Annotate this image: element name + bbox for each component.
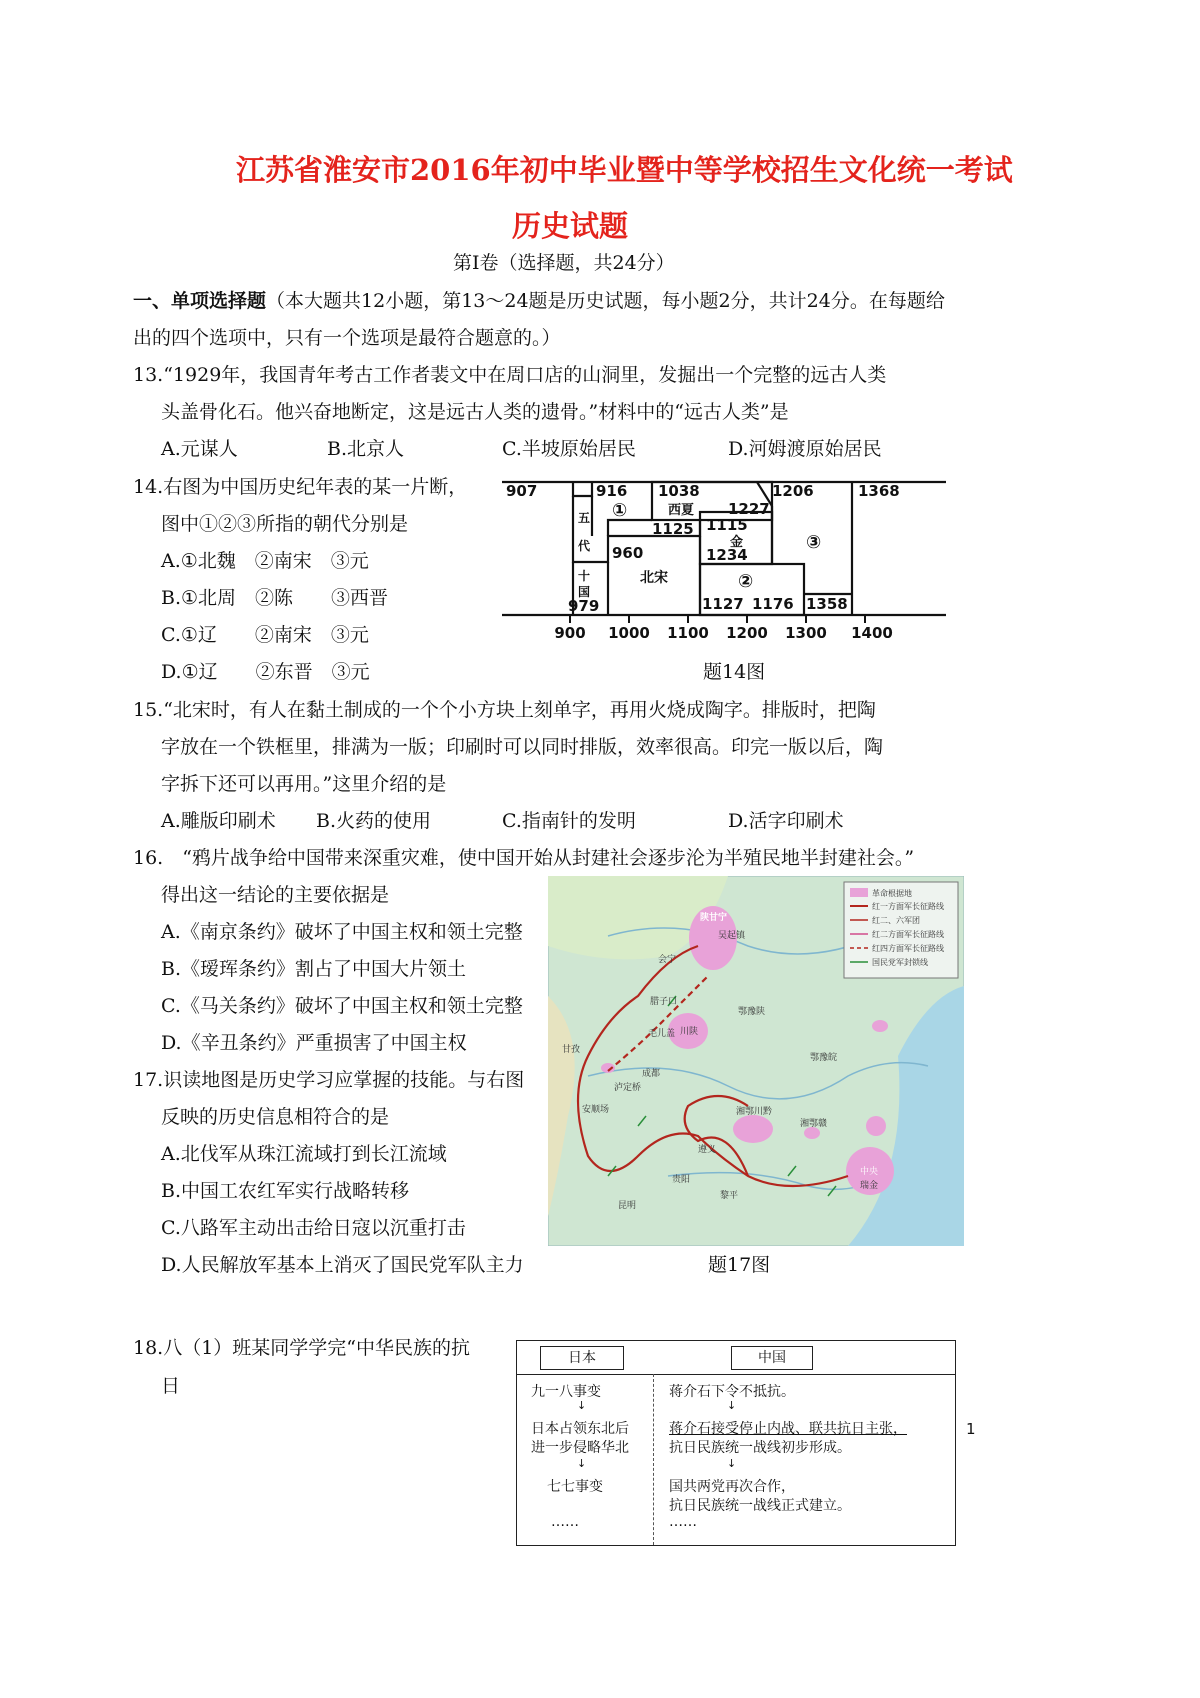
axis-1000: 1000 [608,624,650,642]
label-ganzi: 甘孜 [562,1045,581,1055]
label-shaanganning: 陕甘宁 [700,913,728,923]
flow-china-arrow2: ↓ [727,1457,737,1470]
timeline-xixia: 西夏 [668,503,695,518]
label-liping: 黎平 [720,1191,739,1201]
label-ludingqiao: 泸定桥 [614,1083,642,1093]
q15-option-d: D.活字印刷术 [728,810,844,832]
flow-china-5: 抗日民族统一战线正式建立。 [669,1498,851,1514]
timeline-1125: 1125 [652,520,694,538]
timeline-1358: 1358 [806,595,848,613]
q15-option-c: C.指南针的发明 [502,810,636,832]
flow-china-4: 国共两党再次合作， [669,1479,795,1495]
flow-japan-ellipsis: …… [551,1514,579,1530]
timeline-1176: 1176 [752,595,794,613]
section-intro-line2: 出的四个选项中，只有一个选项是最符合题意的。） [133,327,561,349]
legend-route2: 红二、六军团 [872,916,920,925]
q13-option-a: A.元谋人 [161,438,238,460]
q16-option-b: B.《瑷珲条约》割占了中国大片领土 [161,958,467,980]
label-zunyi: 遵义 [698,1145,717,1155]
q16-option-d: D.《辛丑条约》严重损害了中国主权 [161,1032,467,1054]
q13-option-d: D.河姆渡原始居民 [728,438,882,460]
timeline-907: 907 [506,482,538,500]
timeline-1115: 1115 [706,516,748,534]
flow-center-line [653,1374,654,1545]
exam-title: 江苏省淮安市2016年初中毕业暨中等学校招生文化统一考试 [236,153,1013,187]
timeline-979: 979 [568,597,600,615]
page-number: 1 [966,1420,976,1438]
q16-option-a: A.《南京条约》破坏了中国主权和领土完整 [161,921,523,943]
label-eyushan: 鄂豫陕 [738,1007,766,1017]
q15-stem-line3: 字拆下还可以再用。”这里介绍的是 [161,773,447,795]
label-ruijin: 瑞金 [860,1181,879,1191]
axis-1100: 1100 [667,624,709,642]
legend-base: 革命根据地 [872,889,912,898]
q13-stem-line1: 13.“1929年，我国青年考古工作者裴文中在周口店的山洞里，发掘出一个完整的远古人类 [133,364,887,386]
label-chengdu: 成都 [642,1069,661,1079]
section-heading: 一、单项选择题 [133,290,267,312]
axis-1400: 1400 [851,624,893,642]
flow-japan-1: 九一八事变 [531,1384,601,1400]
timeline-1368: 1368 [858,482,900,500]
q15-option-a: A.雕版印刷术 [161,810,276,832]
q14-option-a: A.①北魏 ②南宋 ③元 [161,550,369,572]
q14-caption: 题14图 [703,661,766,683]
timeline-1038: 1038 [658,482,700,500]
timeline-1206: 1206 [772,482,814,500]
flow-china-3: 抗日民族统一战线初步形成。 [669,1440,851,1456]
q18-stem-line2: 日 [161,1375,181,1397]
q14-option-d: D.①辽 ②东晋 ③元 [161,661,370,683]
q18-stem-line1: 18.八（1）班某同学学完“中华民族的抗 [133,1337,471,1359]
flow-china-ellipsis: …… [669,1514,697,1530]
timeline-mark1: ① [612,500,628,521]
label-guiyang: 贵阳 [672,1175,691,1185]
timeline-figure [500,474,948,644]
timeline-wudai-1: 五 [578,511,591,525]
axis-1300: 1300 [785,624,827,642]
flow-japan-4: 七七事变 [547,1479,603,1495]
q15-stem-line2: 字放在一个铁框里，排满为一版；印刷时可以同时排版，效率很高。印完一版以后，陶 [161,736,884,758]
q17-option-b: B.中国工农红军实行战略转移 [161,1180,410,1202]
part-title: 第Ⅰ卷（选择题，共24分） [453,252,675,274]
timeline-shiguo-2: 国 [578,585,591,599]
legend-blockade: 国民党军封锁线 [872,958,928,967]
label-xiangechuanqian: 湘鄂川黔 [736,1107,773,1117]
legend-route1: 红一方面军长征路线 [872,902,944,911]
flow-japan-arrow2: ↓ [577,1457,587,1470]
q17-stem-line2: 反映的历史信息相符合的是 [161,1106,390,1128]
flow-japan-3: 进一步侵略华北 [531,1440,629,1456]
q17-option-c: C.八路军主动出击给日寇以沉重打击 [161,1217,466,1239]
flow-china-header: 中国 [731,1346,813,1370]
flow-japan-arrow1: ↓ [577,1399,587,1412]
label-maoergai: 毛儿盖 [648,1029,676,1039]
timeline-shiguo-1: 十 [578,569,591,583]
axis-900: 900 [554,624,586,642]
q16-stem-line2: 得出这一结论的主要依据是 [161,884,390,906]
q15-option-b: B.火药的使用 [316,810,432,832]
timeline-mark2: ② [738,571,754,592]
q13-stem-line2: 头盖骨化石。他兴奋地断定，这是远古人类的遗骨。”材料中的“远古人类”是 [161,401,789,423]
base-xiangechuanqian [733,1115,773,1143]
timeline-jin: 金 [730,535,744,550]
q14-option-b: B.①北周 ②陈 ③西晋 [161,587,389,609]
label-xiangegan: 湘鄂赣 [800,1119,828,1129]
label-central: 中央 [860,1167,879,1177]
label-anshunchang: 安顺场 [582,1105,610,1115]
flow-china-1: 蒋介石下令不抵抗。 [669,1384,795,1400]
section-intro-line1: （本大题共12小题，第13～24题是历史试题，每小题2分，共计24分。在每题给 [266,290,945,312]
timeline-mark3: ③ [806,532,822,553]
label-lazikou: 腊子口 [650,997,678,1007]
q17-option-d: D.人民解放军基本上消灭了国民党军队主力 [161,1254,524,1276]
label-chuanshan: 川陕 [680,1027,699,1037]
flow-japan-2: 日本占领东北后 [531,1421,629,1437]
flow-china-2: 蒋介石接受停止内战、联共抗日主张， [669,1421,907,1437]
label-wuqizhen: 吴起镇 [718,931,746,941]
q17-option-a: A.北伐军从珠江流域打到长江流域 [161,1143,447,1165]
timeline-wudai-2: 代 [578,539,591,553]
long-march-map [548,876,964,1246]
q17-stem-line1: 17.识读地图是历史学习应掌握的技能。与右图 [133,1069,525,1091]
timeline-1127: 1127 [702,595,744,613]
legend-route3: 红二方面军长征路线 [872,930,944,939]
resistance-flow-chart [516,1340,956,1546]
q14-option-c: C.①辽 ②南宋 ③元 [161,624,369,646]
timeline-960: 960 [612,544,644,562]
label-kunming: 昆明 [618,1201,637,1211]
q16-stem-line1: 16. “鸦片战争给中国带来深重灾难，使中国开始从封建社会逐步沦为半殖民地半封建社会。” [133,847,915,869]
timeline-1227: 1227 [728,500,770,518]
flow-china-arrow1: ↓ [727,1399,737,1412]
flow-japan-header: 日本 [540,1346,624,1370]
section-intro [133,292,945,311]
label-huining: 会宁 [658,955,677,965]
subject-title: 历史试题 [512,209,629,243]
q14-stem-line2: 图中①②③所指的朝代分别是 [161,513,409,535]
axis-1200: 1200 [726,624,768,642]
flow-divider [517,1374,955,1375]
timeline-916: 916 [596,482,628,500]
q15-stem-line1: 15.“北宋时，有人在黏土制成的一个个小方块上刻单字，再用火烧成陶字。排版时，把陶 [133,699,876,721]
timeline-beisong: 北宋 [640,570,668,586]
q16-option-c: C.《马关条约》破坏了中国主权和领土完整 [161,995,523,1017]
label-eyuwan: 鄂豫皖 [810,1053,838,1063]
q14-stem-line1: 14.右图为中国历史纪年表的某一片断， [133,476,468,498]
q13-option-b: B.北京人 [327,438,405,460]
legend-route4: 红四方面军长征路线 [872,944,944,953]
q17-caption: 题17图 [708,1254,771,1276]
timeline-1234: 1234 [706,546,748,564]
q13-option-c: C.半坡原始居民 [502,438,636,460]
